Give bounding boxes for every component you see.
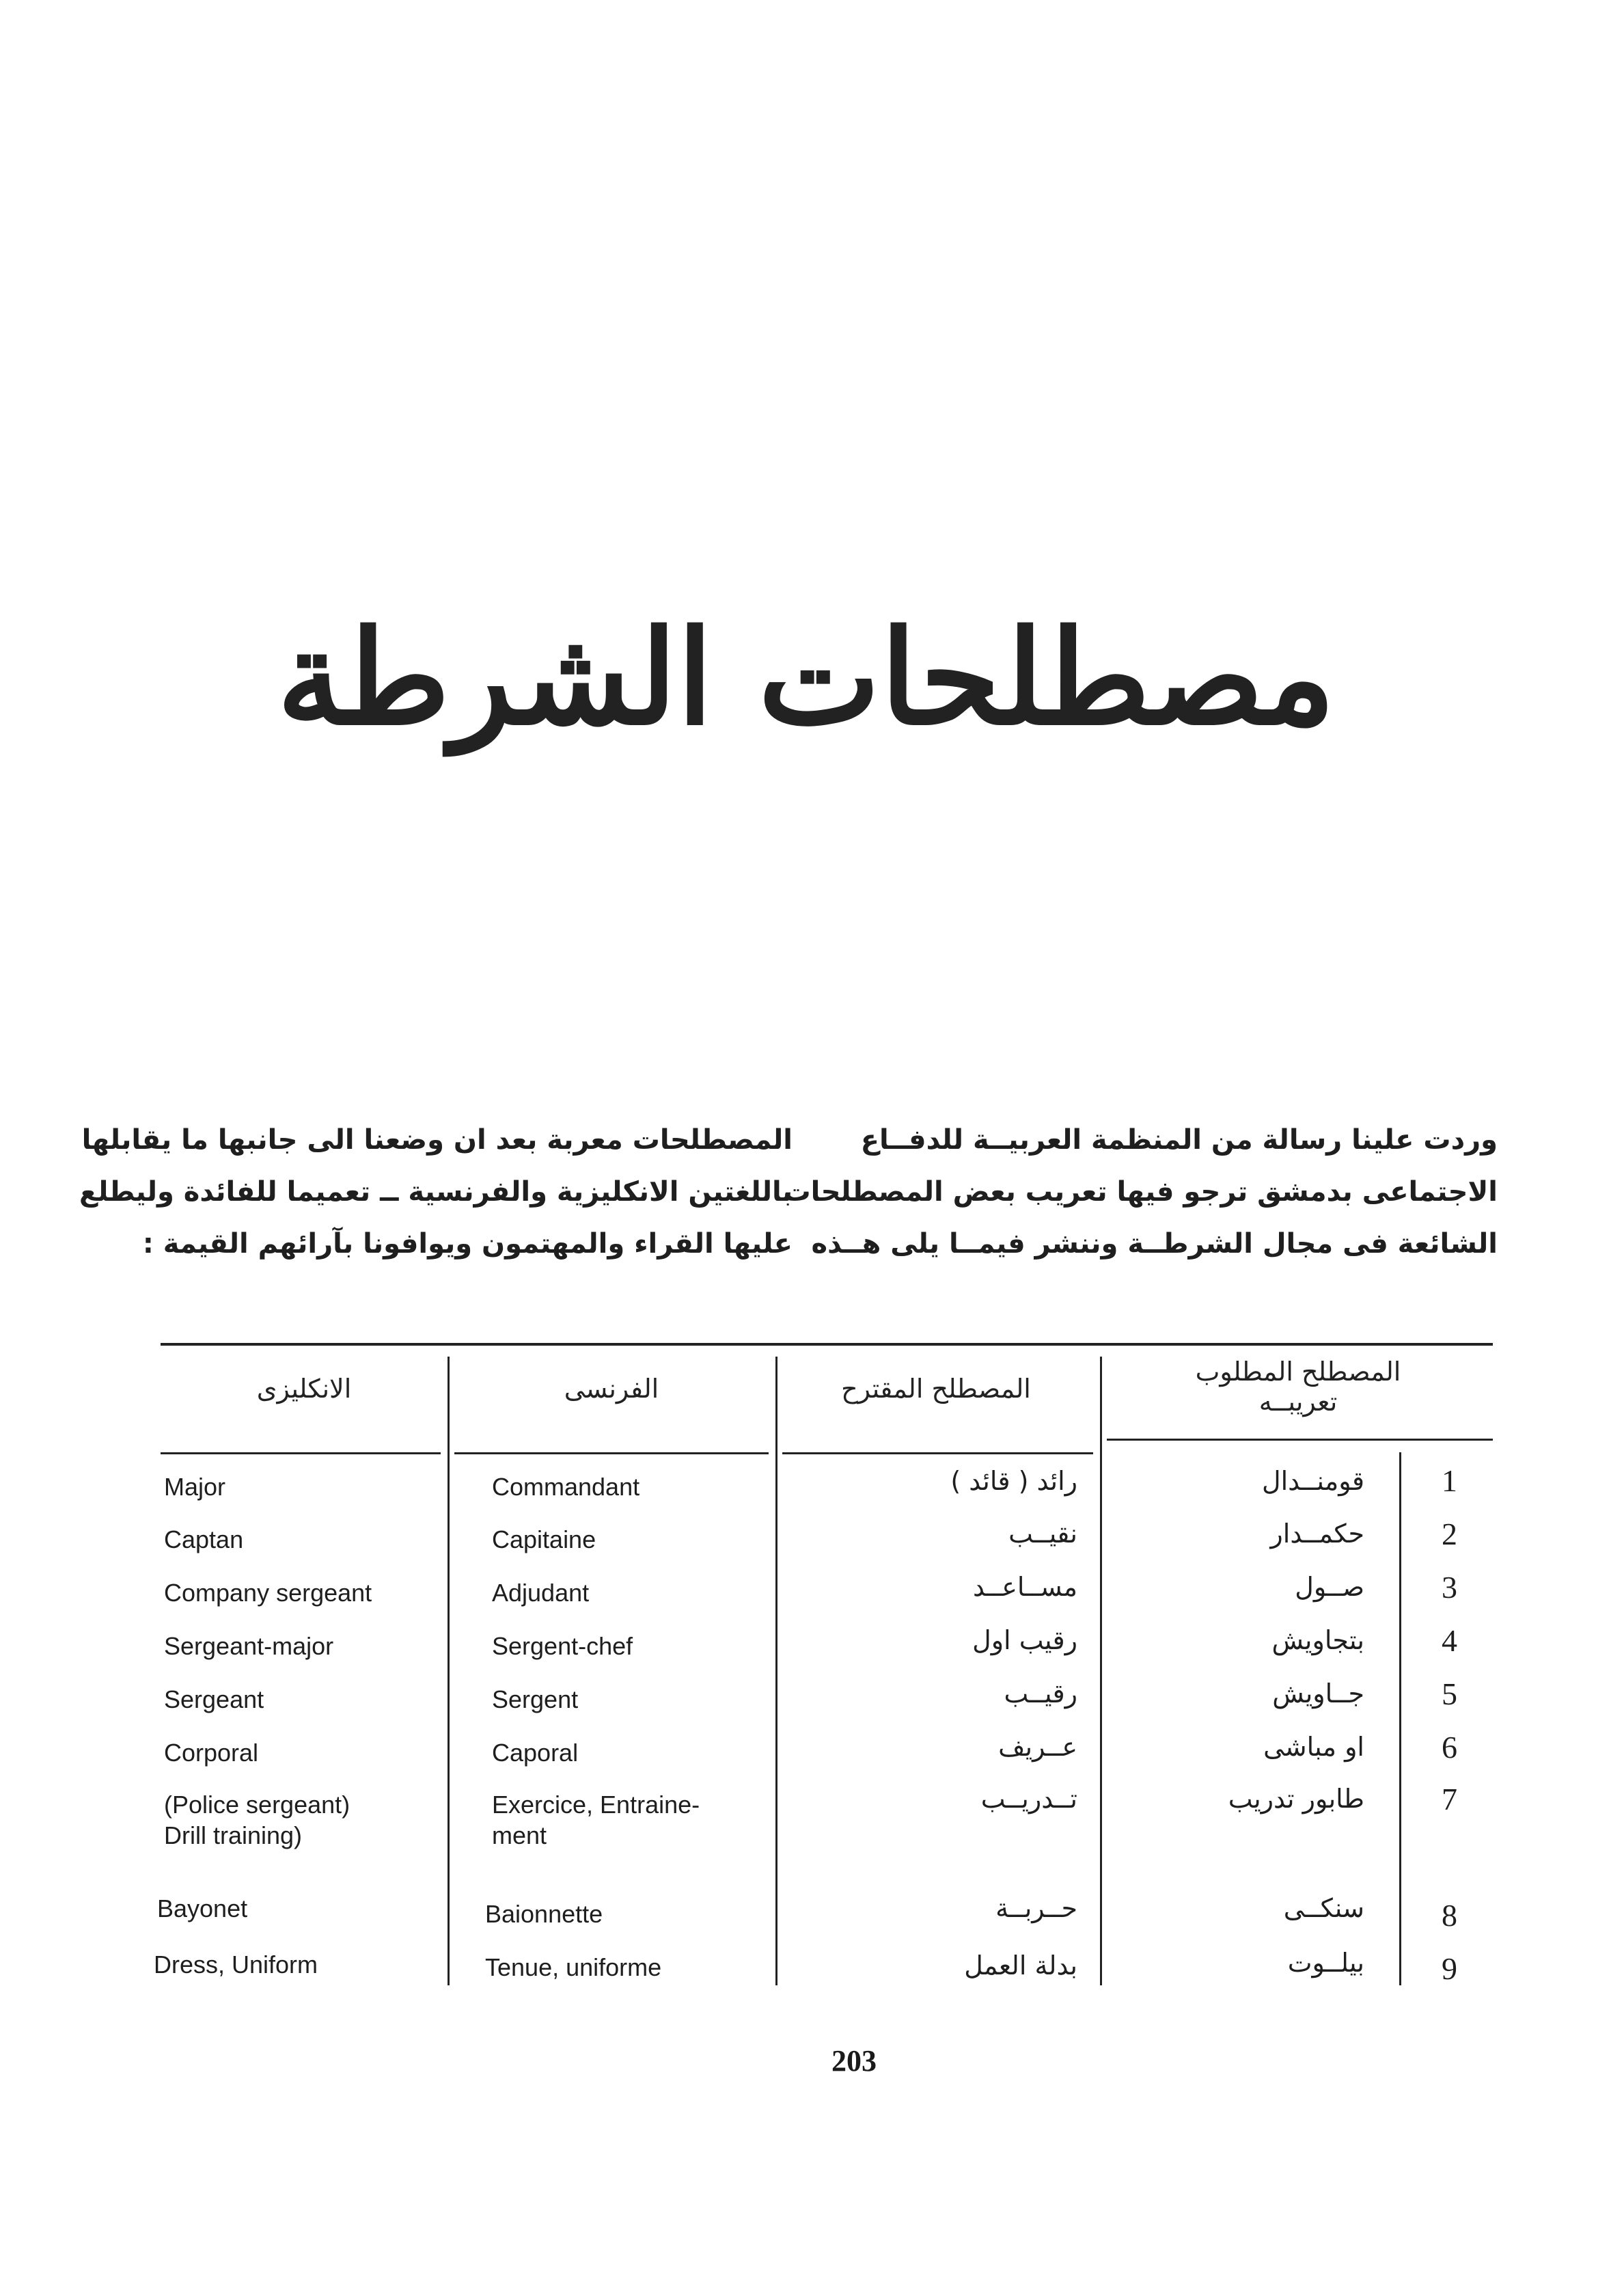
- french-term: Sergent: [492, 1685, 579, 1713]
- number-column-divider: [1399, 1452, 1401, 1985]
- proposed-term: مســاعــد: [973, 1572, 1077, 1602]
- english-term: Company sergeant: [164, 1579, 372, 1607]
- intro-paragraph-left: [79, 1114, 793, 1270]
- intro-paragraph-right: [783, 1114, 1498, 1270]
- requested-term: جــاويش: [1272, 1678, 1364, 1709]
- proposed-term: رائد ( قائد ): [950, 1466, 1077, 1496]
- intro-line: الشائعة فى مجال الشرطــة وننشر فيمــا يلى هــذه: [811, 1228, 1498, 1260]
- row-number: 1: [1442, 1463, 1457, 1498]
- column-divider: [775, 1357, 777, 1985]
- proposed-term: نقيــب: [1008, 1519, 1077, 1549]
- row-number: 6: [1442, 1730, 1457, 1765]
- row-number: 3: [1442, 1570, 1457, 1605]
- requested-term: طابور تدريب: [1228, 1784, 1364, 1814]
- header-underline-french: [454, 1452, 769, 1454]
- english-term: Captan: [164, 1525, 244, 1553]
- french-term: Exercice, Entraine-: [492, 1791, 700, 1819]
- intro-line: المصطلحات معربة بعد ان وضعنا الى جانبها ما يقابلها: [81, 1124, 793, 1156]
- english-term: Corporal: [164, 1739, 259, 1767]
- proposed-term: رقيــب: [1004, 1678, 1077, 1709]
- header-requested-line1: المصطلح المطلوب: [1195, 1357, 1401, 1387]
- intro-line: باللغتين الانكليزية والفرنسية ــ تعميما للفائدة وليطلع: [79, 1176, 793, 1208]
- requested-term: صــول: [1295, 1572, 1364, 1602]
- column-divider: [1100, 1357, 1102, 1985]
- header-english: الانكليزى: [256, 1374, 352, 1404]
- header-underline-english: [161, 1452, 441, 1454]
- french-term: Baionnette: [485, 1900, 603, 1928]
- table-top-rule: [161, 1343, 1493, 1346]
- row-number: 8: [1442, 1898, 1457, 1933]
- header-french: الفرنسى: [564, 1374, 659, 1404]
- intro-line: الاجتماعى بدمشق ترجو فيها تعريب بعض المصطلحات: [783, 1176, 1498, 1208]
- column-divider: [448, 1357, 450, 1985]
- english-term: Bayonet: [157, 1894, 248, 1922]
- english-term: Major: [164, 1473, 226, 1501]
- row-number: 9: [1442, 1951, 1457, 1986]
- header-requested-line2: تعريبــه: [1258, 1387, 1338, 1417]
- french-term: Commandant: [492, 1473, 640, 1501]
- row-number: 7: [1442, 1782, 1457, 1817]
- french-term: Tenue, uniforme: [485, 1953, 662, 1981]
- requested-term: بتجاويش: [1271, 1625, 1364, 1655]
- row-number: 5: [1442, 1676, 1457, 1711]
- proposed-term: رقيب اول: [972, 1625, 1077, 1655]
- intro-line: عليها القراء والمهتمون ويوافونا بآرائهم القيمة :: [142, 1228, 793, 1260]
- header-underline-proposed: [782, 1452, 1093, 1454]
- french-term: Capitaine: [492, 1525, 596, 1553]
- header-proposed-term: المصطلح المقترح: [841, 1374, 1031, 1404]
- page-number: 203: [831, 2044, 877, 2078]
- intro-line: وردت علينا رسالة من المنظمة العربيــة للدفــاع: [860, 1124, 1498, 1156]
- english-term: (Police sergeant): [164, 1791, 350, 1819]
- proposed-term: عــريف: [998, 1732, 1077, 1762]
- header-requested-term: [1120, 1357, 1476, 1417]
- french-term: Adjudant: [492, 1579, 590, 1607]
- requested-term: او مباشى: [1263, 1732, 1364, 1762]
- row-number: 2: [1442, 1517, 1457, 1551]
- french-term-continued: ment: [492, 1821, 547, 1849]
- requested-term: حكمــدار: [1270, 1519, 1364, 1549]
- page-title: مصطلحات الشرطة: [277, 601, 1336, 754]
- french-term: Caporal: [492, 1739, 579, 1767]
- requested-term: بيلــوت: [1287, 1948, 1364, 1978]
- proposed-term: حــربــة: [995, 1893, 1077, 1923]
- english-term: Sergeant-major: [164, 1632, 334, 1660]
- english-term-continued: Drill training): [164, 1821, 303, 1849]
- row-number: 4: [1442, 1623, 1457, 1658]
- french-term: Sergent-chef: [492, 1632, 633, 1660]
- english-term: Dress, Uniform: [154, 1950, 318, 1979]
- proposed-term: بدلة العمل: [964, 1950, 1077, 1981]
- proposed-term: تــدريــب: [980, 1784, 1077, 1814]
- requested-term: سنكــى: [1283, 1893, 1364, 1923]
- header-underline-requested: [1107, 1439, 1493, 1441]
- english-term: Sergeant: [164, 1685, 264, 1713]
- requested-term: قومنــدال: [1262, 1466, 1364, 1496]
